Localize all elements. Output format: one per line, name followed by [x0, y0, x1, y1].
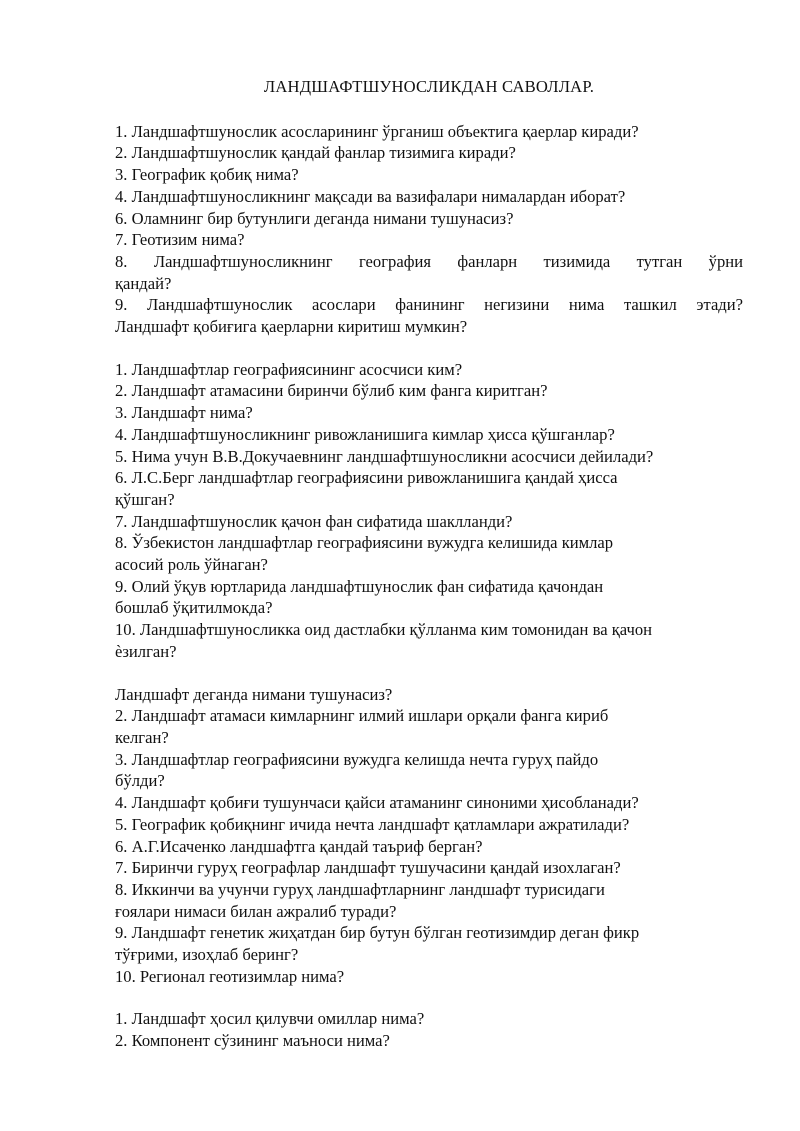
question-item: 6. А.Г.Исаченко ландшафтга қандай таъриф берган?	[115, 836, 483, 856]
page-title: ЛАНДШАФТШУНОСЛИКДАН САВОЛЛАР.	[263, 77, 595, 96]
question-section-1	[115, 121, 743, 338]
question-item: 3. Ландшафт нима?	[115, 403, 253, 423]
question-line: 8. Ландшафтшуносликнинг география фанларн тизимида тутган ўрни	[115, 251, 743, 271]
question-item	[115, 749, 743, 792]
question-line: 9. Ландшафтшунослик асослари фанининг негизини нима ташкил этади?	[115, 295, 743, 315]
question-line: келган?	[115, 727, 169, 747]
question-item: Ландшафт деганда нимани тушунасиз?	[115, 684, 393, 704]
question-line: 8. Ўзбекистон ландшафтлар географиясини вужудга келишида кимлар	[115, 533, 614, 553]
question-item: 1. Ландшафтшунослик асосларининг ўрганиш объектига қаерлар киради?	[115, 121, 639, 141]
question-item: 7. Биринчи гуруҳ географлар ландшафт тушучасини қандай изохлаган?	[115, 858, 621, 878]
question-item: 3. Географик қобиқ нима?	[115, 165, 299, 185]
question-line: ѐзилган?	[115, 641, 177, 661]
question-item: 4. Ландшафтшуносликнинг мақсади ва вазифалари нималардан иборат?	[115, 186, 626, 206]
question-line: бошлаб ўқитилмокда?	[115, 598, 273, 618]
question-item: 7. Геотизим нима?	[115, 230, 245, 250]
question-item: 2. Ландшафтшунослик қандай фанлар тизимига киради?	[115, 143, 516, 163]
question-item	[115, 294, 743, 337]
question-item: 6. Оламнинг бир бутунлиги деганда нимани тушунасиз?	[115, 208, 514, 228]
question-item: 4. Ландшафт қобиғи тушунчаси қайси атаманинг синоними ҳисобланади?	[115, 793, 639, 813]
question-section-4	[115, 1008, 743, 1051]
document-page	[115, 76, 743, 1073]
question-line: Ландшафт қобиғига қаерларни киритиш мумкин?	[115, 317, 468, 337]
question-line: қандай?	[115, 273, 172, 293]
question-section-3	[115, 684, 743, 988]
question-line: бўлди?	[115, 771, 165, 791]
question-line: 2. Ландшафт атамаси кимларнинг илмий ишлари орқали фанга кириб	[115, 706, 609, 726]
question-line: асосий роль ўйнаган?	[115, 555, 268, 575]
question-line: 9. Ландшафт генетик жиҳатдан бир бутун бўлган геотизимдир деган фикр	[115, 923, 640, 943]
question-item	[115, 879, 743, 922]
question-item	[115, 922, 743, 965]
question-item: 4. Ландшафтшуносликнинг ривожланишига кимлар ҳисса қўшганлар?	[115, 424, 615, 444]
question-line: 3. Ландшафтлар географиясини вужудга келишда нечта гуруҳ пайдо	[115, 749, 599, 769]
question-line: 6. Л.С.Берг ландшафтлар географиясини ривожланишига қандай ҳисса	[115, 468, 618, 488]
question-item	[115, 576, 743, 619]
question-section-2	[115, 359, 743, 663]
question-item: 7. Ландшафтшунослик қачон фан сифатида шаклланди?	[115, 511, 513, 531]
question-item	[115, 467, 743, 510]
question-line: 10. Ландшафтшуносликка оид дастлабки қўлланма ким томонидан ва қачон	[115, 620, 652, 640]
question-item: 5. Нима учун В.В.Докучаевнинг ландшафтшуносликни асосчиси дейилади?	[115, 446, 654, 466]
question-item: 1. Ландшафт ҳосил қилувчи омиллар нима?	[115, 1009, 425, 1029]
question-line: қўшган?	[115, 489, 175, 509]
question-line: 9. Олий ўқув юртларида ландшафтшунослик фан сифатида қачондан	[115, 576, 604, 596]
question-line: 8. Иккинчи ва учунчи гуруҳ ландшафтларнинг ландшафт турисидаги	[115, 879, 605, 899]
question-item: 10. Регионал геотизимлар нима?	[115, 966, 345, 986]
question-line: ғоялари нимаси билан ажралиб туради?	[115, 901, 397, 921]
question-item	[115, 619, 743, 662]
question-item: 2. Ландшафт атамасини биринчи бўлиб ким фанга киритган?	[115, 381, 548, 401]
question-item: 1. Ландшафтлар географиясининг асосчиси ким?	[115, 359, 463, 379]
question-item	[115, 532, 743, 575]
question-item	[115, 705, 743, 748]
question-item: 2. Компонент сўзининг маъноси нима?	[115, 1031, 390, 1051]
question-line: тўғрими, изоҳлаб беринг?	[115, 945, 299, 965]
question-item	[115, 251, 743, 294]
question-item: 5. Географик қобиқнинг ичида нечта ландшафт қатламлари ажратилади?	[115, 814, 630, 834]
